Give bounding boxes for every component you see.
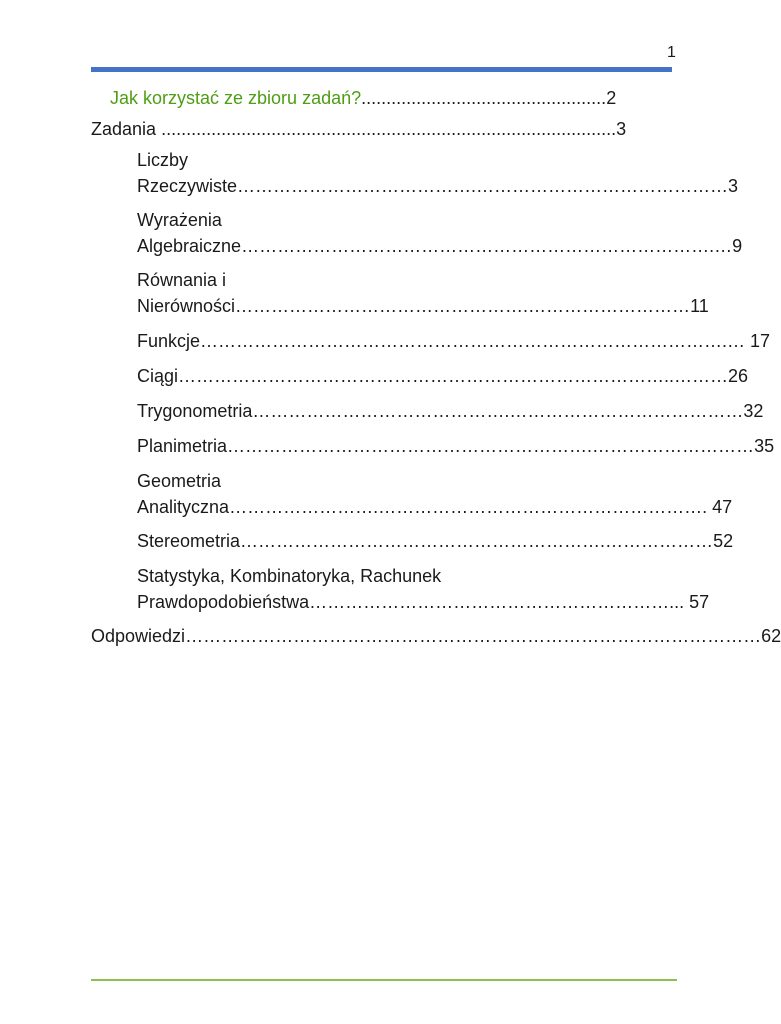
toc-entry-title: Odpowiedzi	[91, 626, 186, 646]
toc-entry-title: Stereometria	[137, 531, 241, 551]
toc-page-number: 3	[616, 119, 627, 139]
toc-page-number: 3	[728, 176, 739, 196]
toc-entry-ciagi[interactable]	[137, 363, 748, 389]
toc-leader-dots: …………………….……………………………………………….	[229, 497, 708, 517]
toc-leader-dots: ………………………………………………………………………..………	[178, 366, 729, 386]
toc-entry-title-line2: Nierówności	[137, 296, 236, 316]
toc-entry-title-line2: Analityczna	[137, 497, 230, 517]
toc-entry-liczby[interactable]	[137, 147, 738, 199]
toc-entry-title-line1: Geometria	[137, 471, 222, 491]
toc-entry-funkcje[interactable]	[137, 328, 770, 354]
toc-entry-zadania[interactable]	[91, 116, 626, 142]
toc-page-number: 11	[690, 296, 709, 316]
toc-entry-title: Zadania	[91, 119, 157, 139]
toc-leader-dots: …………………………………………………….………………	[240, 531, 714, 551]
toc-entry-title-line1: Statystyka, Kombinatoryka, Rachunek	[137, 566, 442, 586]
toc-leader-dots: .................................................	[361, 88, 607, 108]
toc-entry-intro[interactable]	[110, 85, 616, 111]
toc-leader-dots: ……………………………………………………………………………………	[185, 626, 762, 646]
toc-leader-dots: ...........................................................................................	[156, 119, 617, 139]
toc-entry-title-line1: Równania i	[137, 270, 227, 290]
toc-entry-stereometria[interactable]	[137, 528, 733, 554]
toc-entry-title: Planimetria	[137, 436, 228, 456]
toc-leader-dots: …………………………………………………….………………………	[227, 436, 755, 456]
toc-entry-title-line2: Algebraiczne	[137, 236, 242, 256]
toc-leader-dots: …………………………………………………………………….…	[241, 236, 733, 256]
toc-page-number: 26	[728, 366, 749, 386]
header-rule	[91, 67, 672, 72]
toc-entry-wyrazenia[interactable]	[137, 207, 742, 259]
page-number: 1	[667, 44, 676, 61]
toc-entry-title-line1: Liczby	[137, 150, 189, 170]
toc-page-number: 52	[713, 531, 734, 551]
toc-entry-title: Ciągi	[137, 366, 179, 386]
toc-page-number: 32	[743, 401, 764, 421]
toc-entry-title: Funkcje	[137, 331, 201, 351]
toc-page-number: 9	[732, 236, 743, 256]
toc-leader-dots: ………………………………….……………………………………	[237, 176, 729, 196]
toc-entry-geometria[interactable]	[137, 468, 732, 520]
toc-leader-dots: ………………………………………….………………………	[235, 296, 691, 316]
toc-entry-title-line1: Wyrażenia	[137, 210, 222, 230]
toc-entry-statystyka[interactable]	[137, 563, 709, 615]
toc-entry-rownania[interactable]	[137, 267, 709, 319]
toc-entry-title: Jak korzystać ze zbioru zadań?	[110, 88, 362, 108]
toc-entry-odpowiedzi[interactable]	[91, 623, 781, 649]
toc-entry-title-line2: Prawdopodobieństwa	[137, 592, 310, 612]
toc-entry-title-line2: Rzeczywiste	[137, 176, 238, 196]
toc-leader-dots: …………………………………………………………………………….…	[200, 331, 746, 351]
toc-page-number: 57	[684, 592, 710, 612]
toc-page-number: 35	[754, 436, 775, 456]
toc-leader-dots: …………………………………….…………………………………	[252, 401, 744, 421]
toc-entry-trygonometria[interactable]	[137, 398, 763, 424]
toc-leader-dots: ……………………………………………………...	[309, 592, 685, 612]
toc-page-number: 2	[606, 88, 617, 108]
footer-rule	[91, 979, 677, 981]
toc-entry-planimetria[interactable]	[137, 433, 774, 459]
toc-page-number: 17	[745, 331, 771, 351]
toc-page-number: 62	[761, 626, 781, 646]
toc-entry-title: Trygonometria	[137, 401, 253, 421]
toc-page-number: 47	[707, 497, 733, 517]
